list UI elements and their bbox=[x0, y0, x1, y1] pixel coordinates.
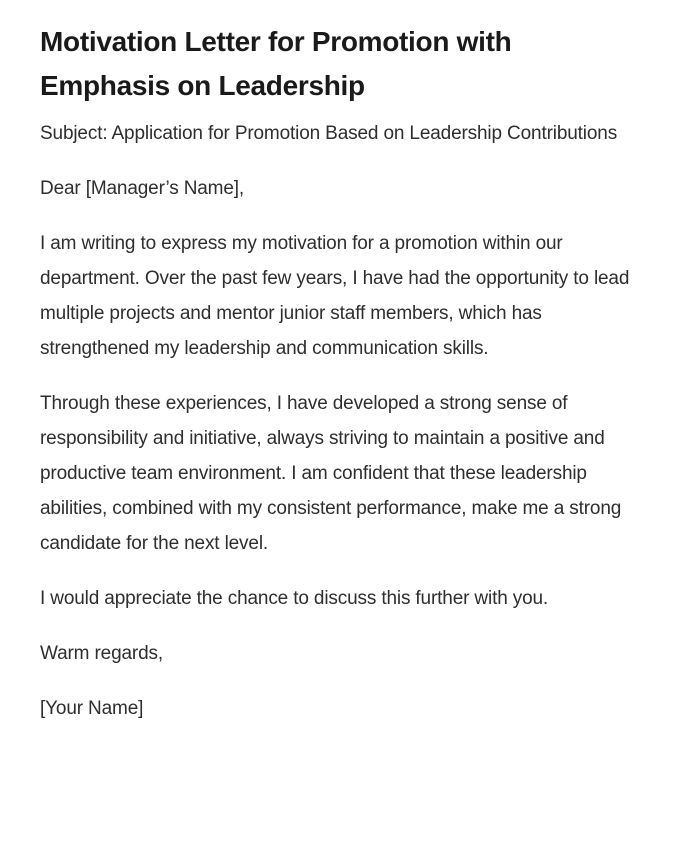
paragraph-2: Through these experiences, I have developed a strong sense of responsibility and initiative, always striving to maintain a positive and productive team environment. I am confident that these leadership abilities, combined with my consistent performance, make me a strong candidate for the next level. bbox=[40, 393, 622, 554]
letter-body bbox=[40, 116, 652, 726]
salutation: Dear [Manager’s Name], bbox=[40, 178, 245, 199]
paragraph-1: I am writing to express my motivation for a promotion within our department. Over the past few years, I have had the opportunity to lead multiple projects and mentor junior staff members, which has strengthened my leadership and communication skills. bbox=[40, 233, 630, 359]
paragraph-3: I would appreciate the chance to discuss this further with you. bbox=[40, 588, 549, 609]
subject-line: Subject: Application for Promotion Based on Leadership Contributions bbox=[40, 123, 618, 144]
letter-title: Motivation Letter for Promotion with Emphasis on Leadership bbox=[40, 26, 512, 101]
signature-placeholder: [Your Name] bbox=[40, 698, 144, 719]
closing: Warm regards, bbox=[40, 643, 163, 664]
